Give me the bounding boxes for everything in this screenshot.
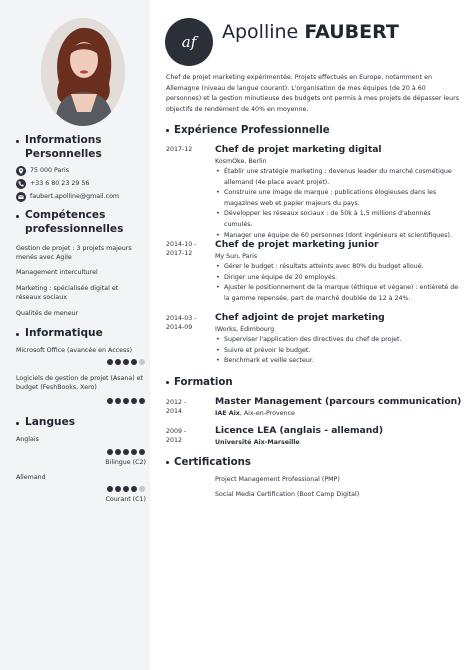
job-bullet: • Diriger une équipe de 20 employés. xyxy=(215,273,460,284)
it-skill-rating xyxy=(107,359,147,365)
language-rating xyxy=(107,486,147,492)
certification-item: Social Media Certification (Boot Camp Digital) xyxy=(215,491,360,498)
candidate-name xyxy=(222,20,399,44)
rating-dot-filled xyxy=(107,359,113,365)
heading-bullet xyxy=(166,461,169,464)
rating-dot-filled xyxy=(123,398,129,404)
language-level: Courant (C1) xyxy=(105,496,146,503)
rating-dot-filled xyxy=(107,398,113,404)
sidebar: Informations Personnelles 75 000 Paris +33 6 80 23 29 56 faubert.apolline@gmail.com Compétences professionnelles Gestion de projet : 3 projets majeurs menés avec Agile Management interculturel Marketing : spécialisée digital et réseaux sociaux Qualités de meneur Informatique Microsoft Office (avancée en Access) Logiciels de gestion de projet (Asana) et budget (FeshBooks, Xero) Langues Anglais Bilingue (C2) Allemand Courant (C1) xyxy=(0,0,150,670)
languages-heading: Langues xyxy=(16,415,136,429)
language-level: Bilingue (C2) xyxy=(105,459,146,466)
it-skill-rating xyxy=(107,398,147,404)
rating-dot-filled xyxy=(123,359,129,365)
education-school xyxy=(215,438,300,447)
initials-logo: af xyxy=(165,18,213,66)
experience-heading: Expérience Professionnelle xyxy=(166,124,330,137)
skill-item: Management interculturel xyxy=(16,269,98,276)
job-company: My Sun, Paris xyxy=(215,253,258,260)
rating-dot-filled xyxy=(123,486,129,492)
last-name: FAUBERT xyxy=(304,21,399,43)
job-bullet: • Superviser l'application des directives du chef de projet. xyxy=(215,335,460,346)
job-bullets xyxy=(215,335,460,367)
rating-dot-filled xyxy=(115,398,121,404)
rating-dot-filled xyxy=(131,398,137,404)
language-name: Allemand xyxy=(16,474,46,481)
rating-dot-filled xyxy=(115,449,121,455)
job-company: KosmOke, Berlin xyxy=(215,158,267,165)
job-bullets xyxy=(215,167,460,241)
rating-dot-filled xyxy=(139,449,145,455)
degree-title: Licence LEA (anglais - allemand) xyxy=(215,425,384,436)
school-name: Université Aix-Marseille xyxy=(215,439,300,446)
rating-dot-filled xyxy=(107,449,113,455)
job-bullet: • Ajuster le positionnement de la marque (éthique et végane) : entièreté de la gamme repensée, part de marché doublée de 12 à 24%. xyxy=(215,283,460,304)
job-bullet: • Manager une équipe de 60 personnes (dont ingénieurs et scientifiques). xyxy=(215,231,460,242)
school-location: , Aix-en-Provence xyxy=(239,410,295,417)
rating-dot-empty xyxy=(139,359,145,365)
rating-dot-filled xyxy=(123,449,129,455)
it-skill-name: Microsoft Office (avancée en Access) xyxy=(16,347,133,354)
skills-heading: Compétences professionnelles xyxy=(16,208,144,236)
it-skill-name: Logiciels de gestion de projet (Asana) et budget (FeshBooks, Xero) xyxy=(16,375,144,392)
job-company: IWorks, Édimbourg xyxy=(215,326,275,333)
job-title: Chef adjoint de projet marketing xyxy=(215,312,385,323)
email-icon xyxy=(16,192,26,202)
rating-dot-filled xyxy=(131,359,137,365)
job-dates: 2017-12 xyxy=(166,146,193,153)
it-heading: Informatique xyxy=(16,326,144,340)
heading-bullet xyxy=(166,129,169,132)
first-name: Apolline xyxy=(222,21,299,43)
education-dates: 2009 - 2012 xyxy=(166,428,187,445)
job-bullet: • Suivre et prévoir le budget. xyxy=(215,346,460,357)
education-dates: 2012 - 2014 xyxy=(166,399,187,416)
job-dates: 2014-10 - 2017-12 xyxy=(166,241,197,258)
job-bullet: • Développer les réseaux sociaux : de 50k à 1,5 millions d'abonnés cumulés. xyxy=(215,209,460,230)
rating-dot-filled xyxy=(139,398,145,404)
job-bullet: • Construire une image de marque : publications élogieuses dans les magazines web et papier majeurs du pays. xyxy=(215,188,460,209)
language-name: Anglais xyxy=(16,436,39,443)
profile-summary: Chef de projet marketing expérimentée. Projets effectués en Europe, notamment en Allemagne (niveau de langue courant). L'organisation de mes équipes (de 20 à 60 personnes) et la gestion minutieuse des budgets ont permis à mes projets de dépasser leurs objectifs de rendement de 40% en moyenne. xyxy=(166,74,459,113)
personal-info-heading: Informations Personnelles xyxy=(16,133,136,161)
rating-dot-filled xyxy=(131,449,137,455)
job-bullets xyxy=(215,262,460,304)
education-heading: Formation xyxy=(166,376,233,389)
certification-item: Project Management Professional (PMP) xyxy=(215,476,340,483)
heading-bullet xyxy=(16,215,19,218)
job-bullet: • Benchmark et veille secteur. xyxy=(215,356,460,367)
location-icon xyxy=(16,166,26,176)
skill-item: Gestion de projet : 3 projets majeurs menés avec Agile xyxy=(16,245,132,262)
job-bullet: • Établir une stratégie marketing : devenus leader du marché cosmétique allemand (4e place avant projet). xyxy=(215,167,460,188)
rating-dot-filled xyxy=(131,486,137,492)
job-bullet: • Gérer le budget : résultats atteints avec 80% du budget alloué. xyxy=(215,262,460,273)
profile-photo xyxy=(41,18,125,126)
job-title: Chef de projet marketing digital xyxy=(215,144,382,155)
heading-bullet xyxy=(16,333,19,336)
skill-item: Qualités de meneur xyxy=(16,310,79,317)
heading-bullet xyxy=(16,140,19,143)
phone-icon xyxy=(16,179,26,189)
job-dates: 2014-03 - 2014-09 xyxy=(166,315,197,332)
rating-dot-filled xyxy=(115,359,121,365)
degree-title: Master Management (parcours communication) xyxy=(215,396,462,407)
school-name: IAE Aix xyxy=(215,410,240,417)
certifications-heading: Certifications xyxy=(166,456,251,469)
skill-item: Marketing : spécialisée digital et réseaux sociaux xyxy=(16,285,119,302)
rating-dot-filled xyxy=(107,486,113,492)
job-title: Chef de projet marketing junior xyxy=(215,239,379,250)
rating-dot-filled xyxy=(115,486,121,492)
language-rating xyxy=(107,449,147,455)
heading-bullet xyxy=(166,381,169,384)
heading-bullet xyxy=(16,422,19,425)
education-school xyxy=(215,409,295,418)
rating-dot-empty xyxy=(139,486,145,492)
